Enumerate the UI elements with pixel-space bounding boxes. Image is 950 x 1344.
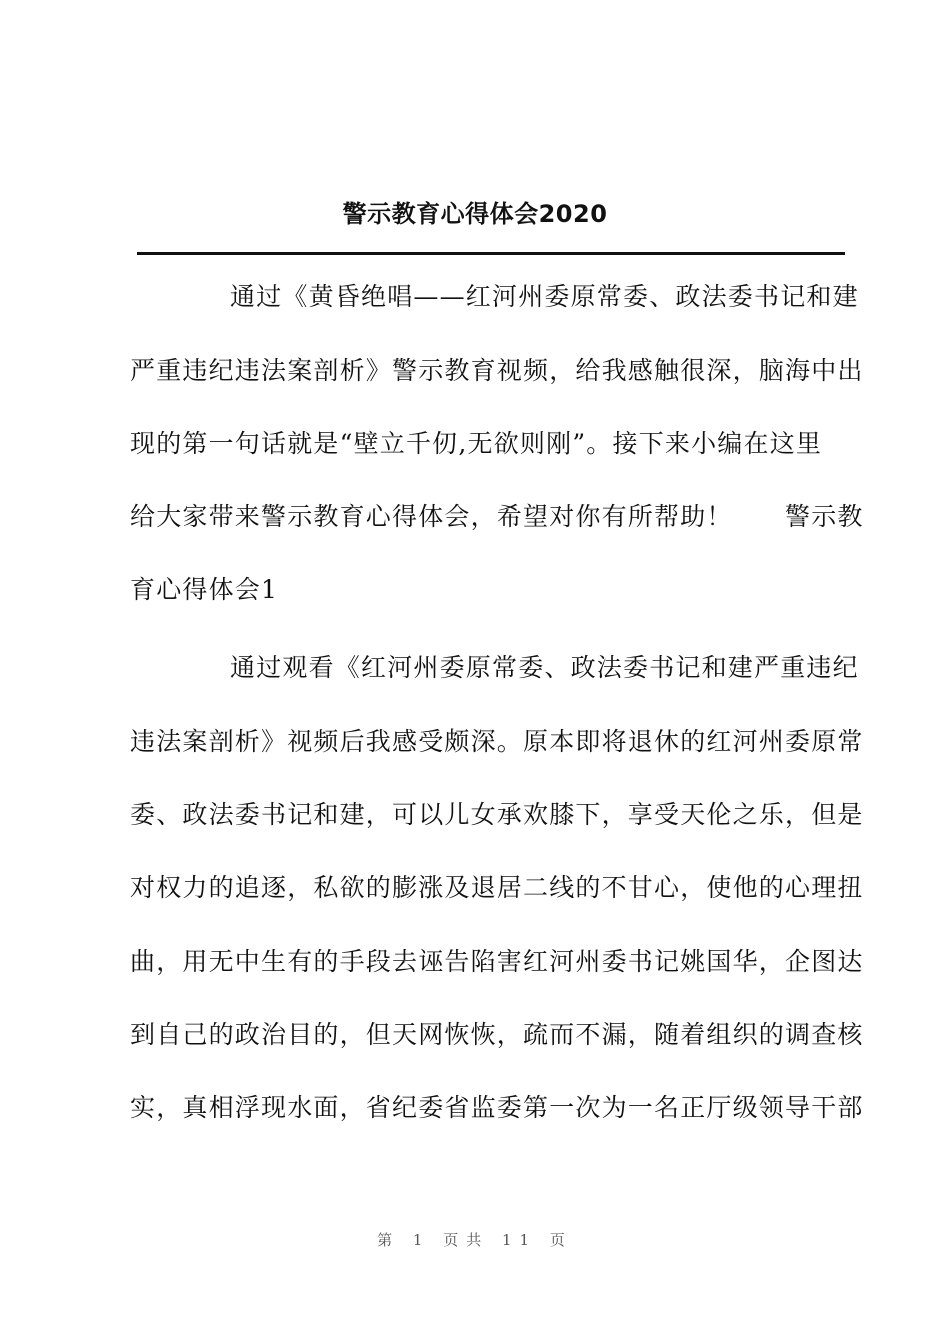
paragraph-line: 对权力的追逐，私欲的膨涨及退居二线的不甘心，使他的心理扭 bbox=[130, 873, 864, 902]
paragraph-line: 育心得体会1 bbox=[130, 575, 279, 604]
paragraph-line: 通过《黄昏绝唱——红河州委原常委、政法委书记和建 bbox=[230, 282, 859, 311]
document-title: 警示教育心得体会2020 bbox=[342, 200, 608, 228]
paragraph-line: 通过观看《红河州委原常委、政法委书记和建严重违纪 bbox=[230, 653, 859, 682]
paragraph-line: 到自己的政治目的，但天网恢恢，疏而不漏，随着组织的调查核 bbox=[130, 1020, 864, 1049]
page-footer: 第 1 页共 11 页 bbox=[377, 1231, 573, 1249]
paragraph-line: 给大家带来警示教育心得体会，希望对你有所帮助！ 警示教 bbox=[130, 502, 864, 531]
paragraph-line: 实，真相浮现水面，省纪委省监委第一次为一名正厅级领导干部 bbox=[130, 1093, 864, 1122]
paragraph-line: 现的第一句话就是“壁立千仞,无欲则刚”。接下来小编在这里 bbox=[130, 429, 823, 458]
paragraph-line: 委、政法委书记和建，可以儿女承欢膝下，享受天伦之乐，但是 bbox=[130, 800, 864, 829]
title-divider bbox=[137, 252, 845, 255]
paragraph-line: 严重违纪违法案剖析》警示教育视频，给我感触很深，脑海中出 bbox=[130, 356, 864, 385]
paragraph-line: 违法案剖析》视频后我感受颇深。原本即将退休的红河州委原常 bbox=[130, 727, 864, 756]
paragraph-line: 曲，用无中生有的手段去诬告陷害红河州委书记姚国华，企图达 bbox=[130, 947, 864, 976]
